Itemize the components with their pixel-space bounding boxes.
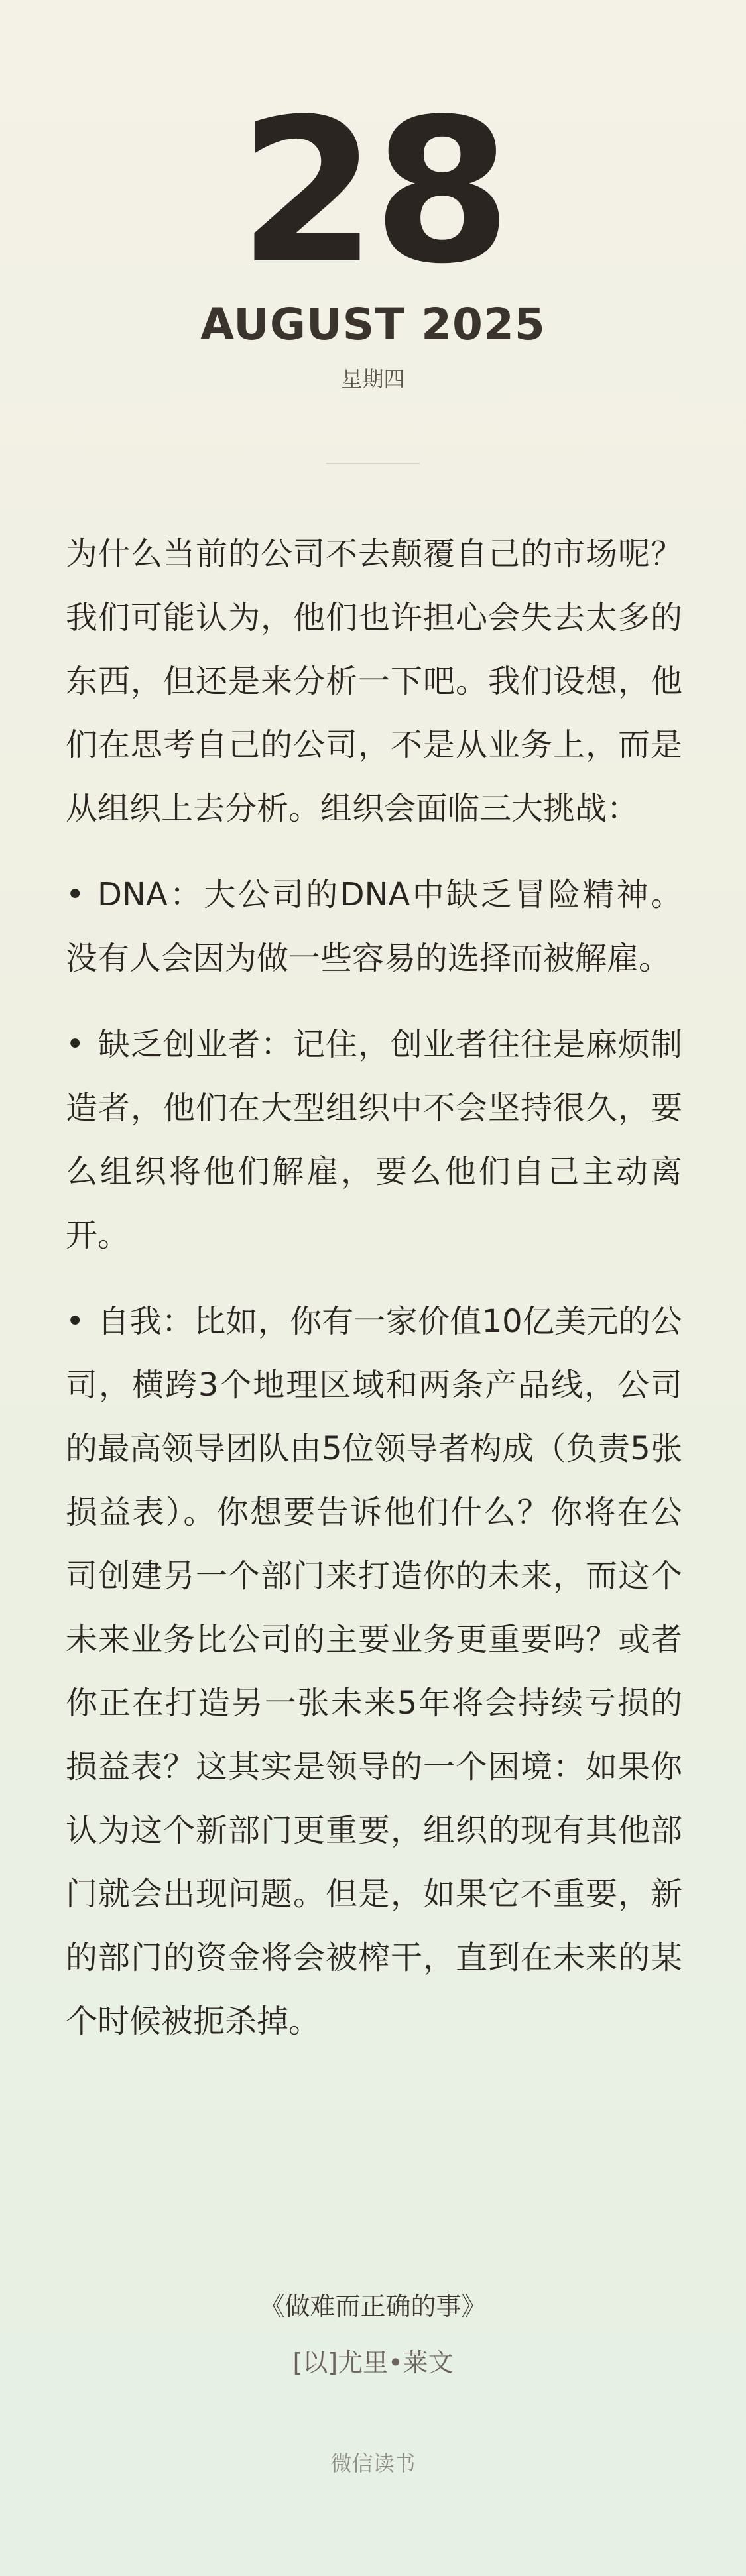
bullet-text: DNA：大公司的DNA中缺乏冒险精神。没有人会因为做一些容易的选择而被解雇。 xyxy=(66,876,682,977)
date-header xyxy=(0,76,746,392)
app-name: 微信读书 xyxy=(330,2451,416,2476)
bullet-paragraph xyxy=(66,863,682,990)
bullet-paragraph xyxy=(66,1290,682,2053)
book-author: [以]尤里•莱文 xyxy=(292,2348,454,2377)
divider xyxy=(326,463,420,464)
weekday: 星期四 xyxy=(341,366,405,392)
month-year: AUGUST 2025 xyxy=(200,299,546,350)
intro-paragraph: 为什么当前的公司不去颠覆自己的市场呢？我们可能认为，他们也许担心会失去太多的东西，但还是来分析一下吧。我们设想，他们在思考自己的公司，不是从业务上，而是从组织上去分析。组织会面临三大挑战： xyxy=(66,535,682,827)
bullet-paragraph xyxy=(66,1013,682,1267)
quote-body xyxy=(66,522,682,2053)
bullet-text: 自我：比如，你有一家价值10亿美元的公司，横跨3个地理区域和两条产品线，公司的最高领导团队由5位领导者构成（负责5张损益表）。你想要告诉他们什么？你将在公司创建另一个部门来打造你的未来，而这个未来业务比公司的主要业务更重要吗？或者你正在打造另一张未来5年将会持续亏损的损益表？这其实是领导的一个困境：如果你认为这个新部门更重要，组织的现有其他部门就会出现问题。但是，如果它不重要，新的部门的资金将会被榨干，直到在未来的某个时候被扼杀掉。 xyxy=(66,1303,682,2040)
bullet-marker: • xyxy=(66,876,85,913)
bullet-marker: • xyxy=(66,1303,85,1340)
bullet-text: 缺乏创业者：记住，创业者往往是麻烦制造者，他们在大型组织中不会坚持很久，要么组织将他们解雇，要么他们自己主动离开。 xyxy=(66,1026,682,1254)
day-number: 28 xyxy=(238,76,508,308)
book-title: 《做难而正确的事》 xyxy=(259,2292,487,2321)
bullet-marker: • xyxy=(66,1026,85,1063)
